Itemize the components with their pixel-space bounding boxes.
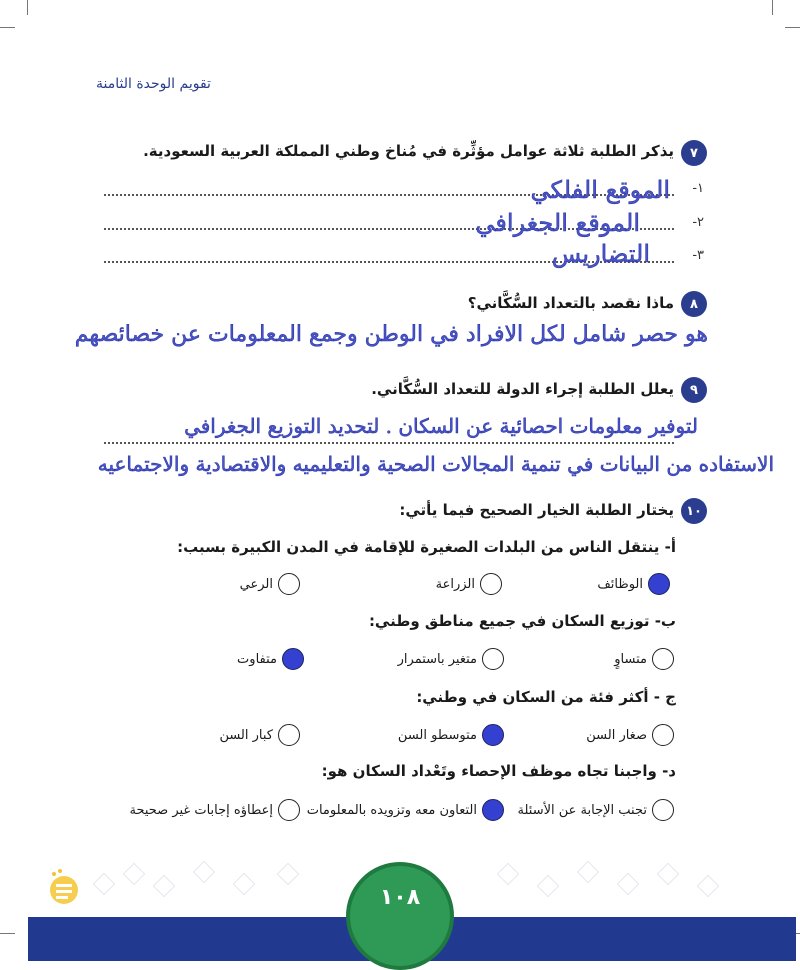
radio-selected-icon[interactable] xyxy=(648,573,670,595)
pattern-decoration xyxy=(193,861,216,884)
pattern-decoration xyxy=(277,863,300,886)
option-a3[interactable]: الرعي xyxy=(240,573,300,595)
option-c3[interactable]: كبار السن xyxy=(219,724,300,746)
question-number-10: ١٠ xyxy=(681,498,707,524)
handwritten-answer-q9-line2: الاستفاده من البيانات في تنمية المجالات الصحية والتعليميه والاقتصادية والاجتماعيه xyxy=(97,452,774,476)
pattern-decoration xyxy=(537,875,560,898)
line-label-1: ١- xyxy=(692,181,704,196)
pattern-decoration xyxy=(497,863,520,886)
radio-empty-icon[interactable] xyxy=(278,724,300,746)
radio-empty-icon[interactable] xyxy=(652,648,674,670)
pattern-decoration xyxy=(657,863,680,886)
question-9-text: يعلل الطلبة إجراء الدولة للتعداد السُّكَّاني. xyxy=(371,380,674,398)
handwritten-answer-1: الموقع الفلكي xyxy=(530,176,670,204)
pattern-decoration xyxy=(153,875,176,898)
radio-empty-icon[interactable] xyxy=(652,799,674,821)
option-b2[interactable]: متغير باستمرار xyxy=(398,648,504,670)
option-c1[interactable]: صغار السن xyxy=(586,724,674,746)
radio-selected-icon[interactable] xyxy=(482,724,504,746)
question-10-part-b: ب- توزيع السكان في جميع مناطق وطني: xyxy=(368,612,676,630)
line-label-3: ٣- xyxy=(692,248,704,263)
crop-mark xyxy=(27,0,28,15)
question-number-8: ٨ xyxy=(681,291,707,317)
question-7-text: يذكر الطلبة ثلاثة عوامل مؤثِّرة في مُناخ وطني المملكة العربية السعودية. xyxy=(143,142,674,160)
page-number: ١٠٨ xyxy=(379,885,421,910)
question-10-text: يختار الطلبة الخيار الصحيح فيما يأتي: xyxy=(399,501,674,519)
option-a2[interactable]: الزراعة xyxy=(436,573,502,595)
handwritten-answer-q9-line1: لتوفير معلومات احصائية عن السكان . لتحديد التوزيع الجغرافي xyxy=(184,414,698,438)
question-8-text: ماذا نقصد بالتعداد السُّكَّاني؟ xyxy=(467,294,674,312)
question-10-part-c: ج - أكثر فئة من السكان في وطني: xyxy=(416,688,676,706)
crop-mark xyxy=(772,0,773,15)
handwritten-answer-2: الموقع الجغرافي xyxy=(475,209,640,237)
radio-empty-icon[interactable] xyxy=(480,573,502,595)
option-a1[interactable]: الوظائف xyxy=(597,573,670,595)
option-b3[interactable]: متفاوت xyxy=(237,648,304,670)
radio-empty-icon[interactable] xyxy=(278,799,300,821)
pattern-decoration xyxy=(577,861,600,884)
option-c2[interactable]: متوسطو السن xyxy=(398,724,504,746)
question-10-part-a: أ- ينتقل الناس من البلدات الصغيرة للإقامة في المدن الكبيرة بسبب: xyxy=(177,538,676,556)
radio-empty-icon[interactable] xyxy=(278,573,300,595)
question-number-7: ٧ xyxy=(681,140,707,166)
radio-selected-icon[interactable] xyxy=(482,799,504,821)
answer-line-q9 xyxy=(104,442,674,444)
crop-mark xyxy=(785,27,800,28)
radio-selected-icon[interactable] xyxy=(282,648,304,670)
pattern-decoration xyxy=(617,873,640,896)
option-d3[interactable]: إعطاؤه إجابات غير صحيحة xyxy=(129,799,300,821)
handwritten-answer-q8: هو حصر شامل لكل الافراد في الوطن وجمع المعلومات عن خصائصهم xyxy=(74,322,708,347)
publisher-logo-icon xyxy=(44,866,80,910)
question-10-part-d: د- واجبنا تجاه موظف الإحصاء وتَعْداد السكان هو: xyxy=(321,762,676,780)
pattern-decoration xyxy=(93,873,116,896)
pattern-decoration xyxy=(697,875,720,898)
line-label-2: ٢- xyxy=(692,215,704,230)
pattern-decoration xyxy=(233,873,256,896)
question-number-9: ٩ xyxy=(681,377,707,403)
page-number-tab xyxy=(346,862,454,970)
option-d2[interactable]: التعاون معه وتزويده بالمعلومات xyxy=(307,799,504,821)
radio-empty-icon[interactable] xyxy=(482,648,504,670)
crop-mark xyxy=(0,933,15,934)
option-b1[interactable]: متساوٍ xyxy=(614,648,674,670)
handwritten-answer-3: التضاريس xyxy=(551,240,650,268)
pattern-decoration xyxy=(123,863,146,886)
crop-mark xyxy=(0,27,15,28)
page-header: تقويم الوحدة الثامنة xyxy=(96,76,211,92)
radio-empty-icon[interactable] xyxy=(652,724,674,746)
option-d1[interactable]: تجنب الإجابة عن الأسئلة xyxy=(518,799,674,821)
